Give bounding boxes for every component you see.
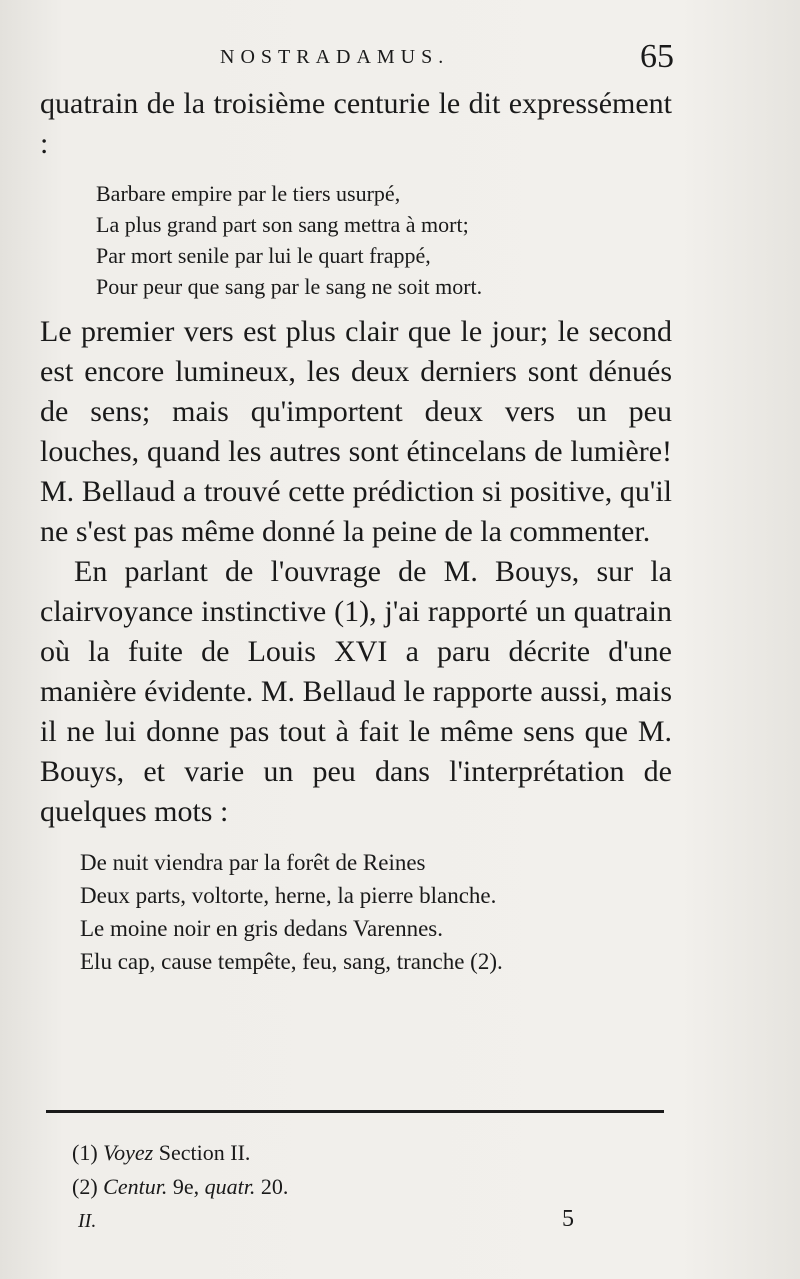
running-title: NOSTRADAMUS. xyxy=(220,46,450,68)
verse-line: De nuit viendra par la forêt de Reines xyxy=(80,850,426,875)
paragraph-intro: quatrain de la troisième centurie le dit expressément : xyxy=(40,87,672,160)
footnote-italic: quatr. xyxy=(204,1174,256,1199)
footnote-rule xyxy=(46,1110,664,1113)
footnote-italic: Centur. xyxy=(103,1174,168,1199)
footnote-1 xyxy=(72,1136,572,1170)
running-head xyxy=(40,38,680,78)
verse-line: Deux parts, voltorte, herne, la pierre blanche. xyxy=(80,883,497,908)
sheet-number: 5 xyxy=(562,1206,574,1232)
verse-line: Pour peur que sang par le sang ne soit mort. xyxy=(96,274,483,299)
footnote-text: Section II. xyxy=(158,1140,251,1165)
page-number: 65 xyxy=(640,38,674,75)
paragraph-bouys: En parlant de l'ouvrage de M. Bouys, sur la clairvoyance instinctive (1), j'ai rapporté un quatrain où la fuite de Louis XVI a paru décrite d'une manière évidente. M. Bellaud le rapporte aussi, mais il ne lui donne pas tout à fait le même sens que M. Bouys, et varie un peu dans l'interprétation de quelques mots : xyxy=(40,555,672,828)
signature-mark: II. xyxy=(78,1210,97,1232)
quatrain-1 xyxy=(40,178,672,302)
body-text xyxy=(40,84,672,978)
footnote-text: 9e, xyxy=(172,1174,200,1199)
verse-line: Elu cap, cause tempête, feu, sang, tranche (2). xyxy=(80,949,503,974)
footnote-mark: (2) xyxy=(72,1174,98,1199)
footnote-mark: (1) xyxy=(72,1140,98,1165)
footnotes xyxy=(72,1136,572,1204)
verse-line: Barbare empire par le tiers usurpé, xyxy=(96,181,401,206)
quatrain-2 xyxy=(40,846,672,978)
footnote-italic: Voyez xyxy=(103,1140,154,1165)
verse-line: Par mort senile par lui le quart frappé, xyxy=(96,243,431,268)
verse-line: Le moine noir en gris dedans Varennes. xyxy=(80,916,444,941)
paragraph-commentary: Le premier vers est plus clair que le jour; le second est encore lumineux, les deux derniers sont dénués de sens; mais qu'importent deux vers un peu louches, quand les autres sont étincelans de lumière! M. Bellaud a trouvé cette prédiction si positive, qu'il ne s'est pas même donné la peine de la commenter. xyxy=(40,315,672,548)
footnote-2 xyxy=(72,1170,572,1204)
footnote-text: 20. xyxy=(260,1174,289,1199)
verse-line: La plus grand part son sang mettra à mort; xyxy=(96,212,469,237)
